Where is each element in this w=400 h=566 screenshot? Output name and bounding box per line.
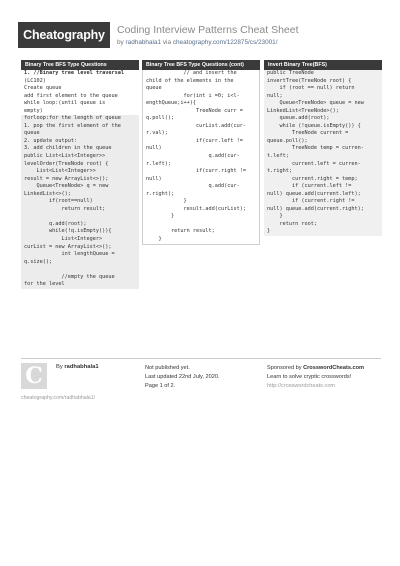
code-line: } xyxy=(146,198,187,205)
code-line: t.left; xyxy=(267,153,289,160)
code-line: null) queue.add(current.left); xyxy=(267,190,361,197)
code-line: add first element to the queue xyxy=(21,93,139,101)
via-text: via xyxy=(161,39,173,46)
code-line: null) xyxy=(146,145,162,152)
section-heading: Binary Tree BFS Type Questions (cont) xyxy=(142,60,260,70)
code-block xyxy=(142,70,260,245)
by-prefix: by xyxy=(117,39,126,46)
code-line: TreeNode curr = xyxy=(146,107,243,114)
sponsor-prefix: Sponsored by xyxy=(267,365,304,371)
code-line: q.size(); xyxy=(24,258,53,265)
code-line: empty) xyxy=(21,108,139,116)
sponsor-tagline: Learn to solve cryptic crosswords! xyxy=(267,374,352,380)
sponsor-url[interactable]: http://crosswordcheats.com xyxy=(267,383,336,389)
code-line: (LC102) xyxy=(21,78,139,86)
code-block xyxy=(21,70,139,289)
code-line: null) queue.add(current.right); xyxy=(267,205,364,212)
code-line: Create queue xyxy=(21,85,139,93)
code-line: q.add(cur- xyxy=(146,183,240,190)
code-line: public TreeNode xyxy=(267,70,314,76)
footer-author xyxy=(56,364,99,370)
code-line: 1. //Binary tree level traversal xyxy=(21,70,139,78)
code-line: } xyxy=(146,213,175,220)
code-line: LinkedList<TreeNode>(); xyxy=(267,107,339,114)
code-line: result = new ArrayList<>(); xyxy=(24,175,109,182)
section-bfs-questions xyxy=(21,60,139,289)
code-line: r.val); xyxy=(146,130,168,137)
code-line: curList = new ArrayList<>(); xyxy=(24,243,112,250)
code-line: t.right; xyxy=(267,168,292,175)
code-line: int lengthQueue = xyxy=(24,251,115,258)
published-status: Not published yet. xyxy=(145,365,190,371)
code-line xyxy=(21,266,139,274)
code-line: child of the elements in the xyxy=(146,77,234,84)
code-line: 2. update output: xyxy=(24,137,78,144)
code-line: if(root==null) xyxy=(24,198,93,205)
code-line xyxy=(143,221,259,229)
code-line: //empty the queue xyxy=(24,273,115,280)
code-line: invertTree(TreeNode root) { xyxy=(267,77,352,84)
code-line: curList.add(cur- xyxy=(146,122,246,129)
code-line: while(!q.isEmpty()){ xyxy=(24,228,112,235)
footer-divider xyxy=(21,358,381,363)
code-line: 1. pop the first element of the xyxy=(24,122,121,129)
code-line: return root; xyxy=(267,220,317,227)
code-line: q.add(root); xyxy=(24,220,87,227)
code-line: engthQueue;i++){ xyxy=(146,100,196,107)
page-title: Coding Interview Patterns Cheat Sheet xyxy=(117,24,299,36)
code-line: forloop:for the length of queue xyxy=(24,115,121,122)
code-line xyxy=(21,213,139,221)
code-line: if (root == null) return xyxy=(267,85,355,92)
code-line: for the level xyxy=(24,281,65,288)
code-line: null) xyxy=(146,175,162,182)
code-line: queue.add(root); xyxy=(267,115,330,122)
page-number: Page 1 of 2. xyxy=(145,383,176,389)
code-line: for(int i =0; i<l- xyxy=(146,92,240,99)
last-updated: Last updated 22nd July, 2020. xyxy=(145,374,220,380)
code-line: r.left); xyxy=(146,160,171,167)
code-line: List<List<Integer>> xyxy=(24,168,96,175)
footer-publish-info xyxy=(145,364,220,391)
footer-author-link[interactable]: radhabhala1 xyxy=(64,364,99,370)
section-bfs-questions-cont xyxy=(142,60,260,245)
code-line: } xyxy=(146,236,162,243)
code-line: q.poll(); xyxy=(146,115,175,122)
author-avatar[interactable]: C xyxy=(21,363,47,389)
sheet-url-link[interactable]: cheatography.com/122875/cs/23001/ xyxy=(172,39,278,46)
code-line: } xyxy=(267,213,283,220)
code-line: Queue<TreeNode> q = new xyxy=(24,183,109,190)
code-line: while (!queue.isEmpty()) { xyxy=(267,122,361,129)
section-heading: Invert Binary Tree(BFS) xyxy=(264,60,382,70)
code-line: null; xyxy=(267,92,283,99)
code-block xyxy=(264,70,382,236)
code-line: Queue<TreeNode> queue = new xyxy=(267,100,364,107)
code-line: // and insert the xyxy=(146,70,237,76)
author-link[interactable]: radhabhala1 xyxy=(125,39,162,46)
footer-author-url[interactable]: cheatography.com/radhabhala1/ xyxy=(21,395,96,401)
code-line: levelOrder(TreeNode root) { xyxy=(24,160,109,167)
code-line: if (current.right != xyxy=(267,198,355,205)
code-line: public List<List<Integer>> xyxy=(24,153,106,160)
code-line: queue.poll(); xyxy=(267,137,308,144)
code-line: q.add(cur- xyxy=(146,153,240,160)
section-invert-binary-tree xyxy=(264,60,382,236)
code-line: return result; xyxy=(24,205,106,212)
code-line: } xyxy=(267,228,271,235)
code-line: if(curr.left != xyxy=(146,137,243,144)
code-line: TreeNode current = xyxy=(267,130,349,137)
byline xyxy=(117,39,278,46)
code-line: List<Integer> xyxy=(24,236,103,243)
code-line: while loop:(until queue is xyxy=(21,100,139,108)
sponsor-link[interactable]: CrosswordCheats.com xyxy=(303,365,365,371)
code-line: 3. add children in the queue xyxy=(24,145,112,152)
code-line: queue xyxy=(24,130,40,137)
code-line: return result; xyxy=(146,228,215,235)
code-line: current.right = temp; xyxy=(267,175,358,182)
footer-by-label: By xyxy=(56,364,65,370)
code-line: LinkedList<>(); xyxy=(24,190,71,197)
code-line: queue xyxy=(146,85,162,92)
code-line: result.add(curList); xyxy=(146,205,246,212)
section-heading: Binary Tree BFS Type Questions xyxy=(21,60,139,70)
code-line: current.left = curren- xyxy=(267,160,361,167)
code-line: if (current.left != xyxy=(267,183,352,190)
page-header xyxy=(0,0,400,58)
code-line: TreeNode temp = curren- xyxy=(267,145,364,152)
code-line: r.right); xyxy=(146,190,175,197)
footer-sponsor xyxy=(267,364,364,391)
cheatography-logo[interactable]: Cheatography xyxy=(18,22,110,48)
code-line: if(curr.right != xyxy=(146,168,246,175)
